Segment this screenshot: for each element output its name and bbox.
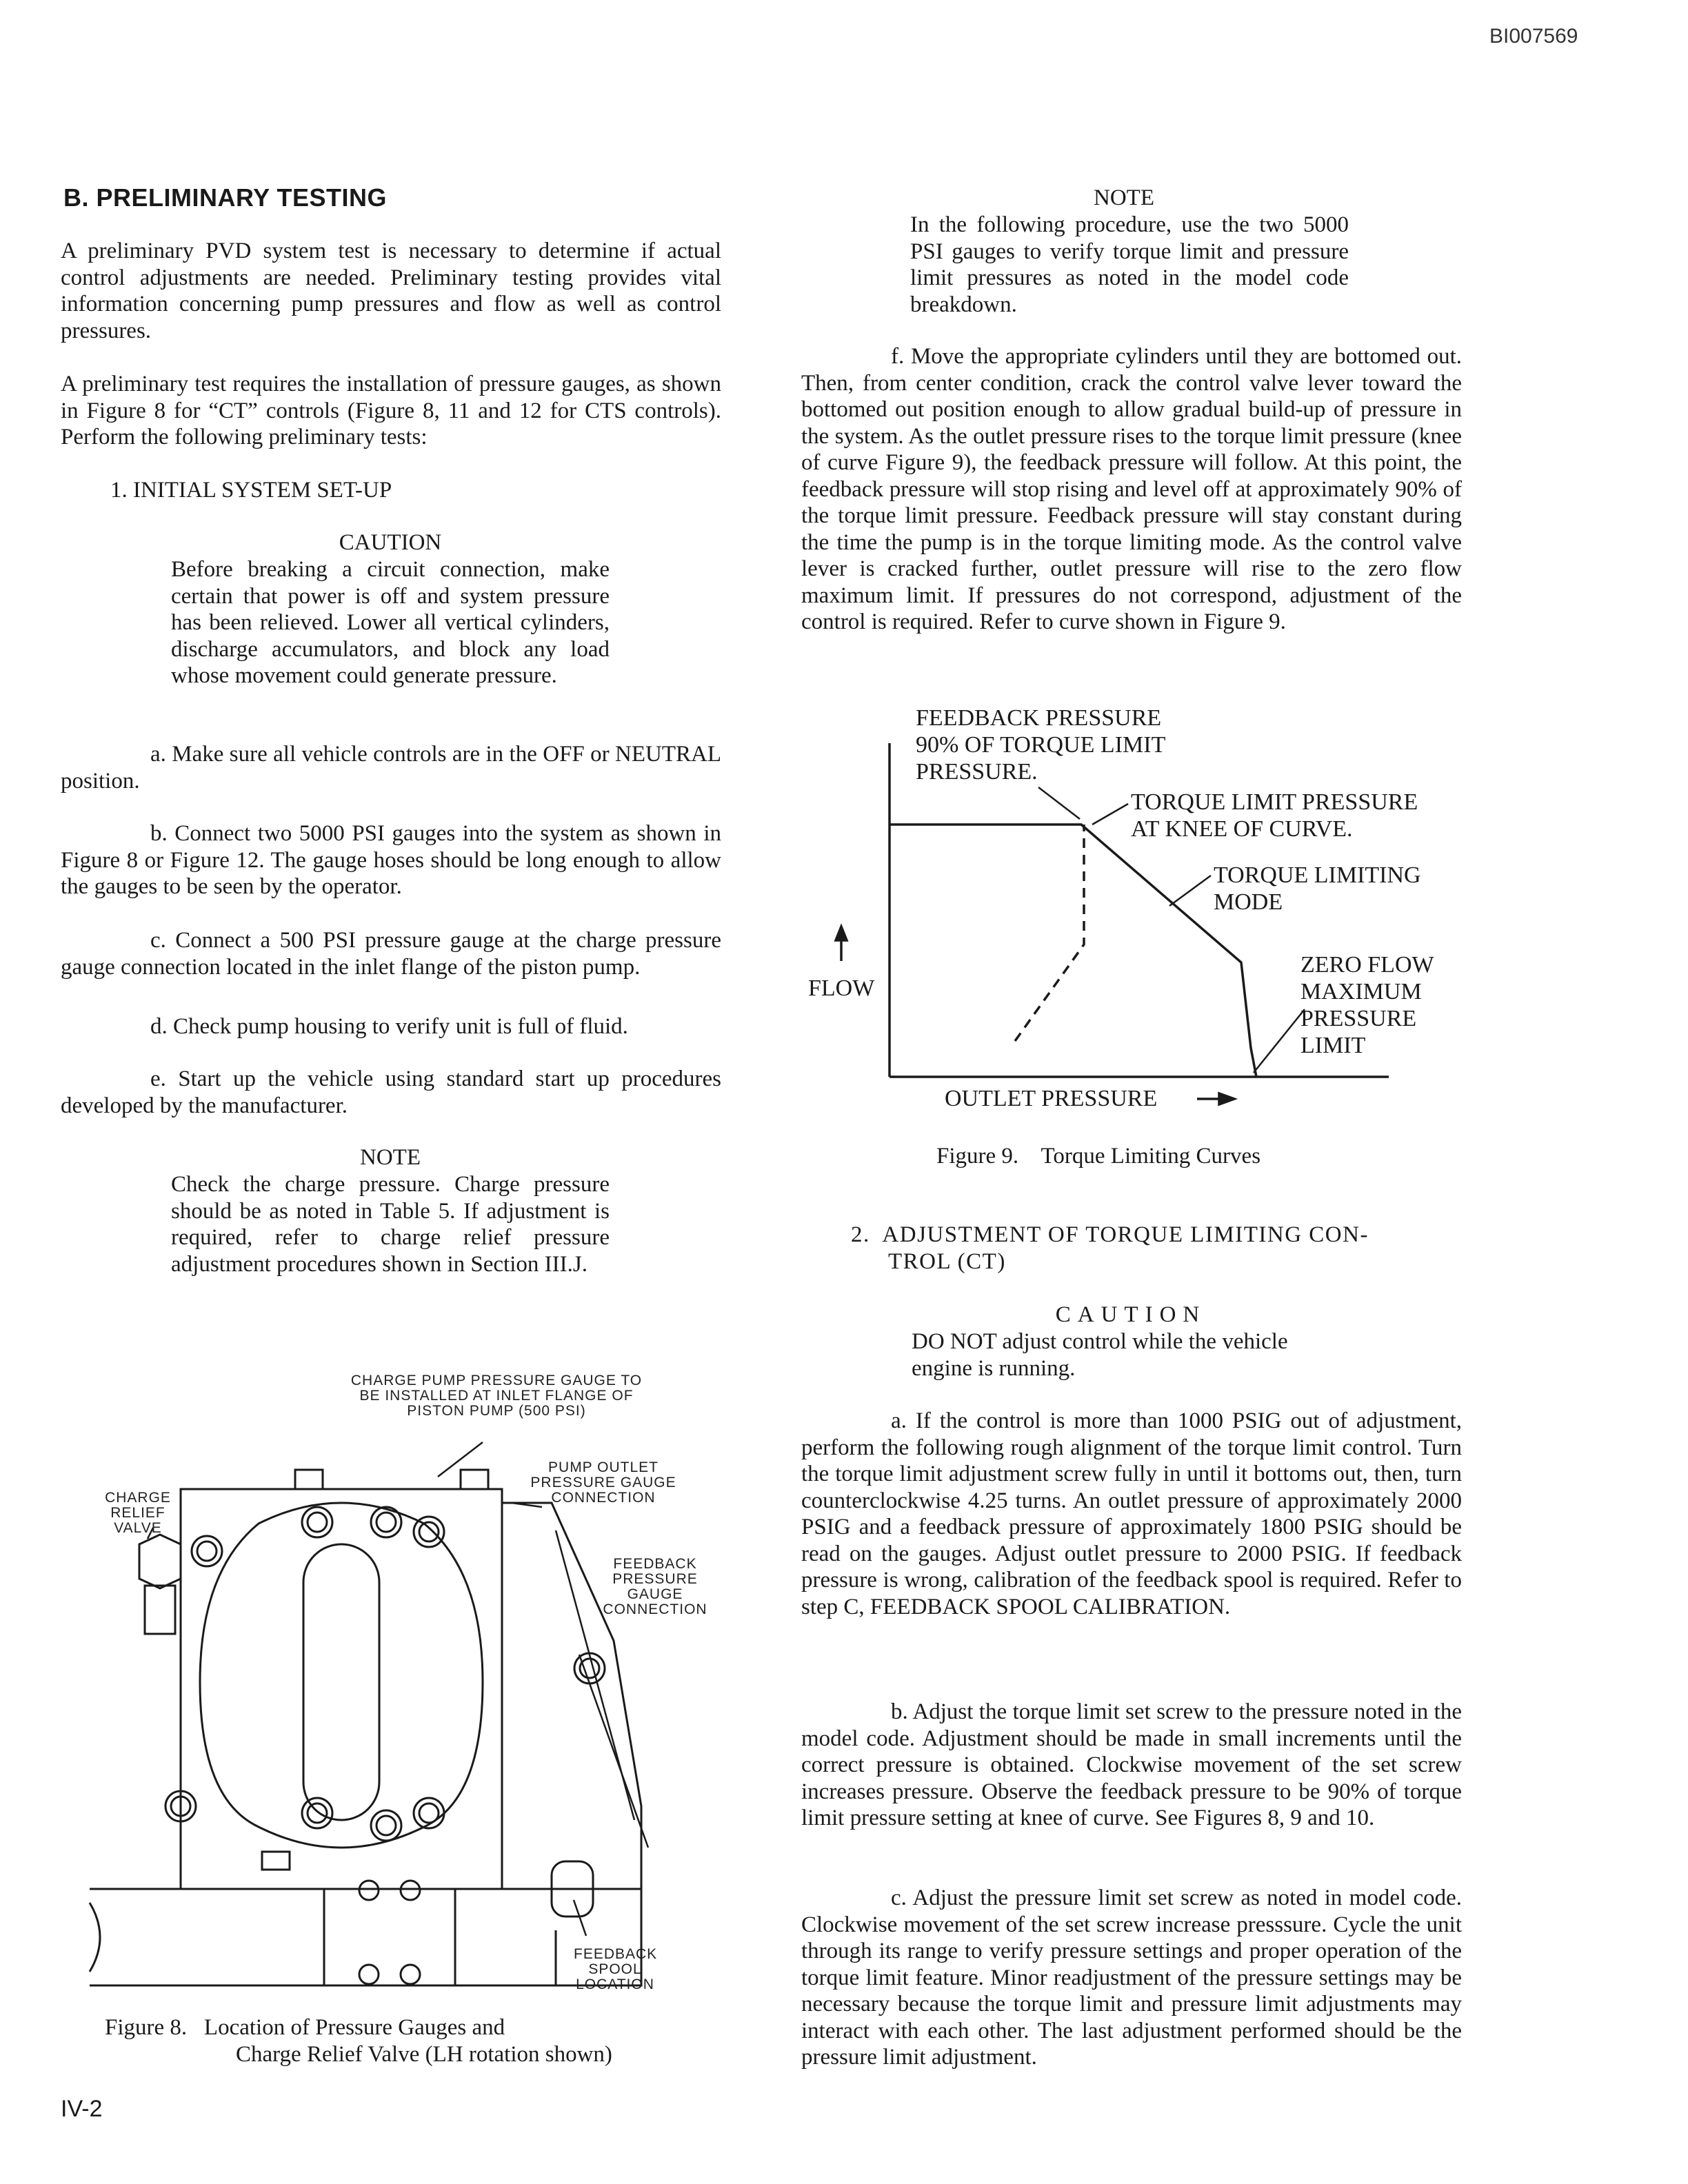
step-f: f. Move the appropriate cylinders until they are bottomed out. Then, from center condition, crack the control valve lever toward the bottomed out position enough to allow gradual build-up of pressure in the system. As the outlet pressure rises to the torque limit pressure (knee of curve Figure 9), the feedback pressure will follow. At this point, the feedback pressure will stop rising and level off at approximately 90% of the torque limit pressure. Feedback pressure will stay constant during the time the pump is in the torque limiting mode. As the control valve lever is cracked further, outlet pressure will rise to the zero flow maximum limit. If pressures do not correspond, adjustment of the control is required. Refer to curve shown in Figure 9. bbox=[801, 344, 1462, 634]
figure9-label-zero-flow: ZERO FLOW MAXIMUM PRESSURE LIMIT bbox=[1300, 952, 1434, 1058]
feedback-pressure-curve bbox=[1015, 825, 1084, 1041]
caution-text: Before breaking a circuit connection, make certain that power is off and system pressure has been relieved. Lower all vertical cylinders, discharge accumulators, and block any load whose movement could generate pressure. bbox=[171, 557, 610, 688]
intro-paragraph-2: A preliminary test requires the installation of pressure gauges, as shown in Figure 8 for “CT” controls (Figure 8, 11 and 12 for CTS controls). Perform the following preliminary tests: bbox=[61, 372, 721, 449]
figure8-label-charge-pump: CHARGE PUMP PRESSURE GAUGE TO BE INSTALLED AT INLET FLANGE OF PISTON PUMP (500 PSI) bbox=[350, 1373, 643, 1419]
caution-title: CAUTION bbox=[339, 530, 442, 555]
intro-paragraph-1: A preliminary PVD system test is necessary to determine if actual control adjustments are needed. Preliminary testing provides vital information concerning pump pressures and flow as well as control pressures. bbox=[61, 239, 721, 343]
step-c: c. Connect a 500 PSI pressure gauge at the charge pressure gauge connection located in the inlet flange of the piston pump. bbox=[61, 928, 721, 980]
outlet-arrow-icon bbox=[1197, 1093, 1234, 1104]
step-e: e. Start up the vehicle using standard start up procedures developed by the manufacturer. bbox=[61, 1066, 721, 1118]
figure8-label-feedback-spool: FEEDBACK SPOOL LOCATION bbox=[574, 1946, 658, 1992]
note-title: NOTE bbox=[360, 1145, 421, 1170]
adjust-step-a: a. If the control is more than 1000 PSIG out of adjustment, perform the following rough alignment of the torque limit control. Turn the torque limit adjustment screw fully in until it bottoms out, then, turn counterclockwise 4.25 turns. An outlet pressure of approximately 2000 PSIG and a feedback pressure of approximately 1800 PSIG should be read on the gauges. Adjust outlet pressure to 2000 PSIG. If feedback pressure is wrong, calibration of the feedback spool is required. Refer to step C, FEEDBACK SPOOL CALIBRATION. bbox=[801, 1408, 1462, 1619]
adjust-step-c: c. Adjust the pressure limit set screw as noted in model code. Clockwise movement of the set screw increase presssure. Cycle the unit through its range to verify pressure settings and proper operation of the torque limit feature. Minor readjustment of the pressure settings may be necessary because the torque limit and pressure limit adjustments may interact with each other. The last adjustment performed should be the pressure limit adjustment. bbox=[801, 1885, 1462, 2070]
subsection-title-adjustment-line2: TROL (CT) bbox=[888, 1249, 1006, 1274]
flow-arrow-icon bbox=[836, 927, 847, 961]
figure9-label-flow: FLOW bbox=[808, 975, 875, 1001]
note-text: Check the charge pressure. Charge pressure should be as noted in Table 5. If adjustment is required, refer to charge relief pressure adjustment procedures shown in Section III.J. bbox=[171, 1172, 610, 1277]
step-a: a. Make sure all vehicle controls are in the OFF or NEUTRAL position. bbox=[61, 742, 721, 793]
step-b: b. Connect two 5000 PSI gauges into the system as shown in Figure 8 or Figure 12. The gauge hoses should be long enough to allow the gauges to be seen by the operator. bbox=[61, 821, 721, 899]
right-caution-text: DO NOT adjust control while the vehicle engine is running. bbox=[912, 1329, 1288, 1381]
figure8-caption-line1: Figure 8. Location of Pressure Gauges and bbox=[105, 2015, 505, 2040]
subsection-title-initial-setup: 1. INITIAL SYSTEM SET-UP bbox=[110, 478, 392, 503]
figure9-label-torque-limit: TORQUE LIMIT PRESSURE AT KNEE OF CURVE. bbox=[1131, 789, 1418, 842]
figure8-label-charge-relief: CHARGE RELIEF VALVE bbox=[105, 1490, 171, 1536]
figure9-caption: Figure 9. Torque Limiting Curves bbox=[936, 1144, 1261, 1169]
figure8-label-pump-outlet: PUMP OUTLET PRESSURE GAUGE CONNECTION bbox=[530, 1459, 676, 1506]
section-heading: B. PRELIMINARY TESTING bbox=[63, 183, 388, 212]
page-number: IV-2 bbox=[61, 2096, 103, 2122]
figure9-label-torque-mode: TORQUE LIMITING MODE bbox=[1214, 862, 1421, 915]
right-caution-title: CAUTION bbox=[1055, 1302, 1207, 1327]
right-note-title: NOTE bbox=[1094, 185, 1154, 210]
figure9-label-feedback: FEEDBACK PRESSURE 90% OF TORQUE LIMIT PRESSURE. bbox=[916, 705, 1166, 785]
adjust-step-b: b. Adjust the torque limit set screw to the pressure noted in the model code. Adjustment should be made in small increments until the correct pressure is obtained. Clockwise movement of the set screw increases pressure. Observe the feedback pressure to be 90% of torque limit pressure setting at knee of curve. See Figures 8, 9 and 10. bbox=[801, 1699, 1462, 1830]
torque-limit-curve bbox=[890, 825, 1256, 1077]
step-d: d. Check pump housing to verify unit is full of fluid. bbox=[150, 1014, 628, 1039]
figure9-label-outlet-pressure: OUTLET PRESSURE bbox=[945, 1086, 1158, 1111]
figure8-label-feedback-gauge: FEEDBACK PRESSURE GAUGE CONNECTION bbox=[603, 1556, 707, 1617]
figure8-caption-line2: Charge Relief Valve (LH rotation shown) bbox=[236, 2042, 612, 2067]
subsection-title-adjustment-line1: 2. ADJUSTMENT OF TORQUE LIMITING CON- bbox=[851, 1222, 1369, 1247]
document-id: BI007569 bbox=[1489, 25, 1578, 48]
right-note-text: In the following procedure, use the two 5000 PSI gauges to verify torque limit and pressure limit pressures as noted in the model code breakdown. bbox=[910, 212, 1349, 317]
